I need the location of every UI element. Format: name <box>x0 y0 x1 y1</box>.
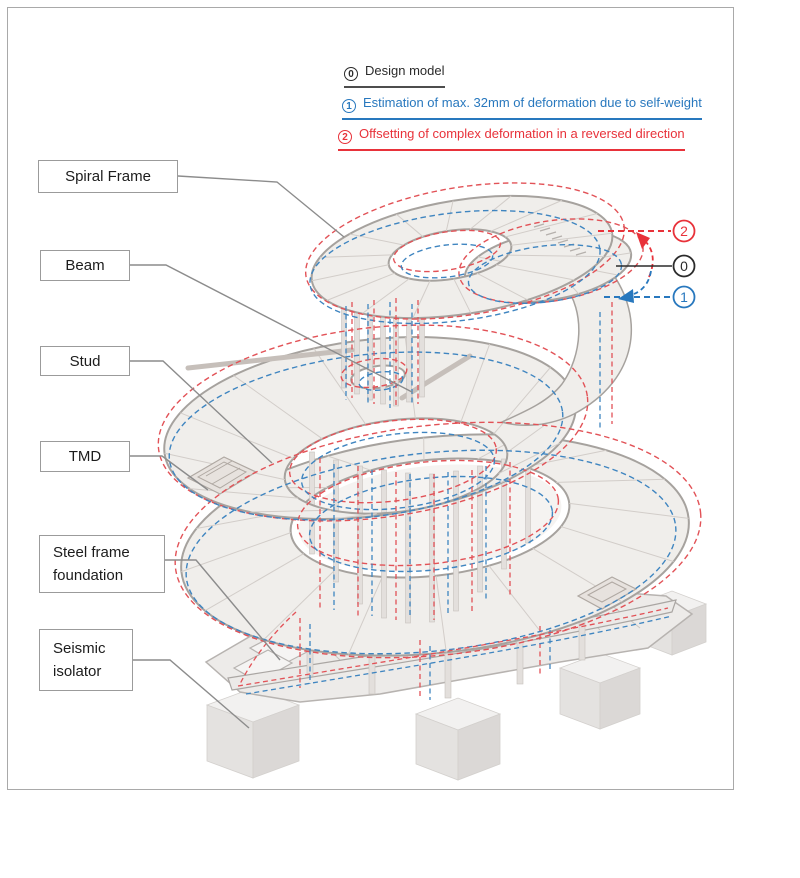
part-label-tmd: TMD <box>40 441 130 472</box>
spiral-structure-art <box>147 163 713 780</box>
callout-2-digit: 2 <box>680 223 688 239</box>
legend-item-offset-reversed <box>338 126 685 151</box>
part-label-stud: Stud <box>40 346 130 376</box>
legend-item-self-weight-deformation <box>342 95 702 120</box>
leader-spiral-frame-line <box>178 176 344 237</box>
legend-label-offset-reversed: Offsetting of complex deformation in a reversed direction <box>359 126 685 141</box>
part-label-seismic-isolator: Seismic isolator <box>39 629 133 691</box>
callout-0-digit: 0 <box>680 258 688 274</box>
part-label-beam: Beam <box>40 250 130 281</box>
legend-label-self-weight-deformation: Estimation of max. 32mm of deformation due to self-weight <box>363 95 702 110</box>
part-label-spiral-frame: Spiral Frame <box>38 160 178 193</box>
callout-2-arrowhead <box>636 232 650 249</box>
legend-label-design-model: Design model <box>365 63 445 78</box>
legend-item-design-model <box>344 63 445 88</box>
callout-1-arc <box>634 271 651 294</box>
part-label-steel-frame-foundation: Steel frame foundation <box>39 535 165 593</box>
legend-circle-1-icon: 1 <box>342 99 356 113</box>
callout-1-digit: 1 <box>680 289 688 305</box>
legend-circle-0-icon: 0 <box>344 67 358 81</box>
legend-circle-2-icon: 2 <box>338 130 352 144</box>
